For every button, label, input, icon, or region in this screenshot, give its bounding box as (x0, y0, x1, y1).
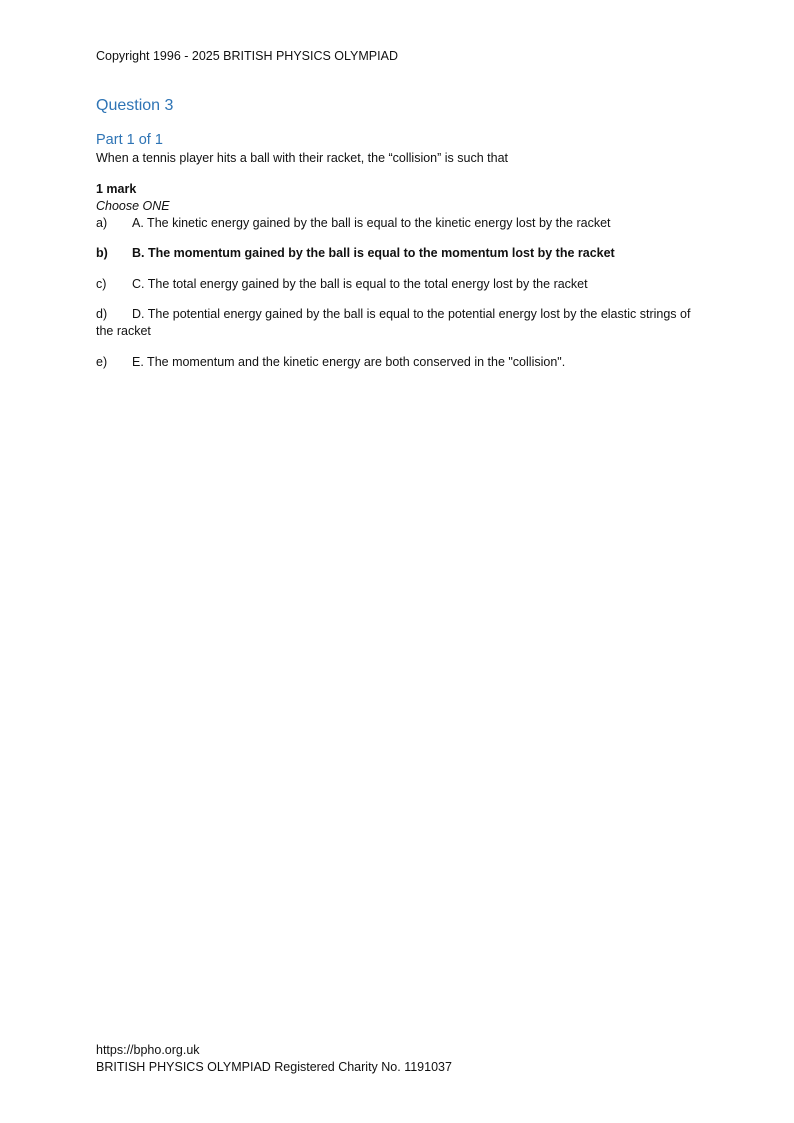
option-text: A. The kinetic energy gained by the ball is equal to the kinetic energy lost by the racket (132, 216, 611, 230)
footer-url-link[interactable]: https://bpho.org.uk (96, 1043, 200, 1057)
option-letter: d) (96, 307, 108, 321)
option-b-selected[interactable] (96, 245, 706, 262)
part-title: Part 1 of 1 (96, 132, 163, 148)
option-d[interactable] (96, 306, 706, 340)
question-stem: When a tennis player hits a ball with their racket, the “collision” is such that (96, 151, 508, 165)
question-title: Question 3 (96, 97, 174, 114)
option-text: C. The total energy gained by the ball is equal to the total energy lost by the racket (132, 277, 588, 291)
option-letter: b) (96, 246, 108, 260)
option-letter: a) (96, 216, 108, 230)
instruction-label: Choose ONE (96, 199, 170, 213)
option-letter: e) (96, 355, 108, 369)
footer-charity-notice: BRITISH PHYSICS OLYMPIAD Registered Charity No. 1191037 (96, 1060, 452, 1074)
copyright-notice: Copyright 1996 - 2025 BRITISH PHYSICS OLYMPIAD (96, 49, 398, 63)
option-text: B. The momentum gained by the ball is equal to the momentum lost by the racket (132, 246, 615, 260)
option-letter: c) (96, 277, 107, 291)
option-text: D. The potential energy gained by the ball is equal to the potential energy lost by the elastic strings of the racket (96, 307, 691, 338)
marks-label: 1 mark (96, 182, 137, 196)
option-a[interactable] (96, 215, 706, 232)
option-c[interactable] (96, 276, 706, 293)
option-e[interactable] (96, 354, 706, 371)
option-text: E. The momentum and the kinetic energy are both conserved in the "collision". (132, 355, 566, 369)
